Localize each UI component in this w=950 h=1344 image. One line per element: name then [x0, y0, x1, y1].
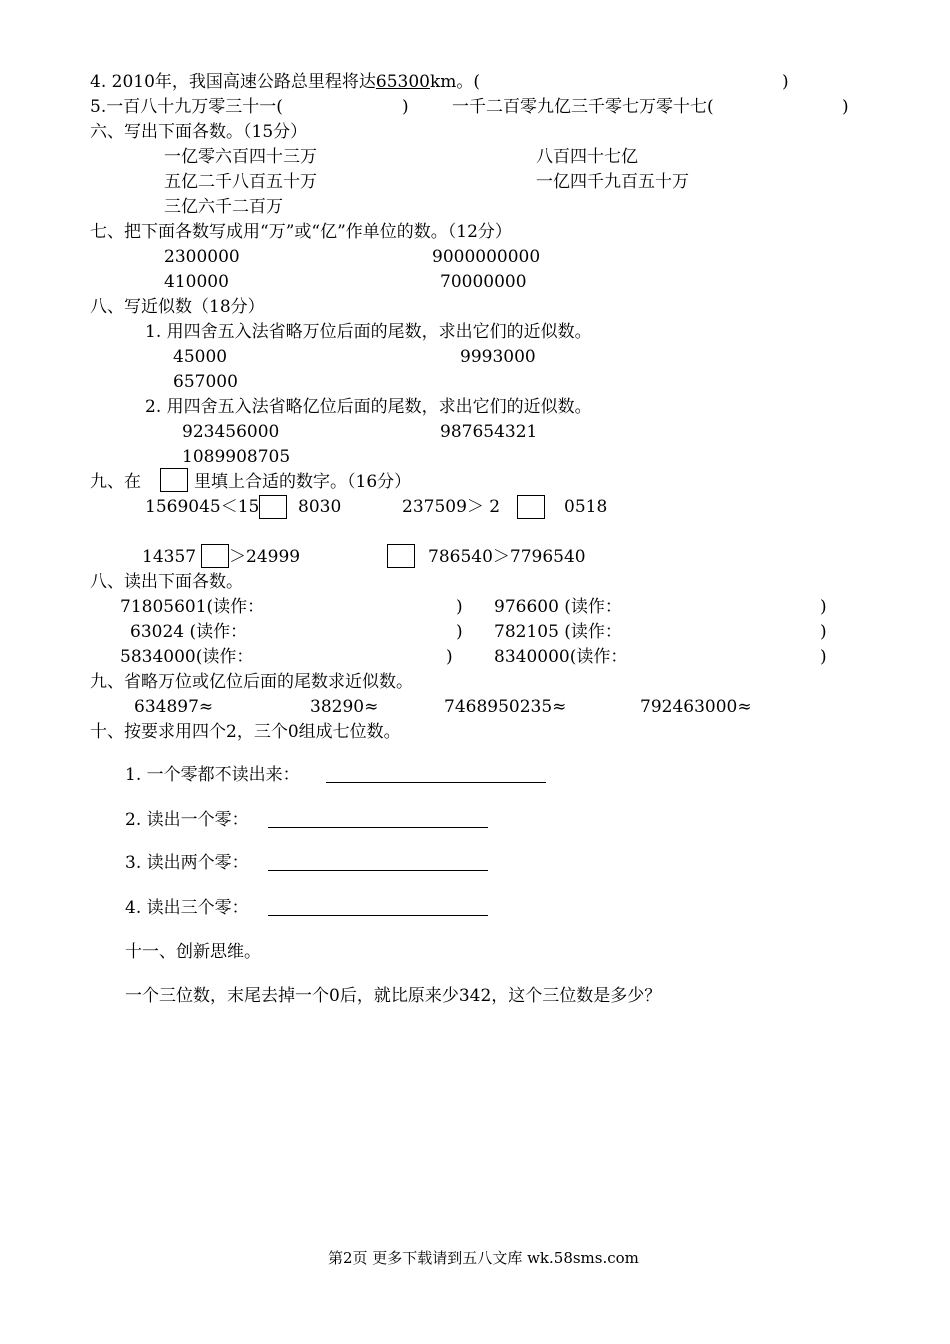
page-footer: 第2页 更多下载请到五八文库 wk.58sms.com — [328, 1249, 639, 1267]
read-item: 782105 (读作： — [494, 622, 622, 642]
s10-item: 2. 读出一个零： — [125, 810, 249, 830]
approx-item: 38290≈ — [310, 697, 379, 717]
s9-expr-4b: 786540＞7796540 — [428, 547, 586, 567]
s8-item: 657000 — [173, 372, 238, 392]
answer-line[interactable] — [326, 782, 546, 783]
approx-item: 7468950235≈ — [444, 697, 567, 717]
answer-box[interactable] — [259, 495, 287, 519]
answer-line[interactable] — [268, 915, 488, 916]
s8-item: 987654321 — [440, 422, 538, 442]
s7-item: 9000000000 — [432, 247, 541, 267]
s9-expr-3a: 14357 — [142, 547, 197, 567]
section-7-title: 七、把下面各数写成用“万”或“亿”作单位的数。（12分） — [90, 222, 512, 242]
s9-expr-1b: 8030 — [298, 497, 342, 517]
question-5-right: 一千二百零九亿三千零七万零十七( — [452, 97, 714, 117]
read-close: ) — [820, 597, 827, 617]
answer-box[interactable] — [517, 495, 545, 519]
s8-item: 9993000 — [460, 347, 536, 367]
approx-item: 792463000≈ — [640, 697, 752, 717]
s9-expr-1a: 1569045＜15 — [145, 497, 260, 517]
section-approx-title: 九、省略万位或亿位后面的尾数求近似数。 — [90, 672, 413, 692]
section-9-title-post: 里填上合适的数字。（16分） — [194, 472, 412, 492]
s10-item: 4. 读出三个零： — [125, 898, 249, 918]
question-4-close: ) — [782, 72, 789, 92]
read-item: 5834000(读作： — [120, 647, 254, 667]
question-4-text: 4. 2010年，我国高速公路总里程将达 — [90, 72, 376, 92]
read-close: ) — [820, 622, 827, 642]
read-item: 71805601(读作： — [120, 597, 265, 617]
title-box-icon — [160, 468, 188, 492]
question-4-number: 65300 — [375, 72, 430, 92]
approx-item: 634897≈ — [134, 697, 214, 717]
section-10-title: 十、按要求用四个2，三个0组成七位数。 — [90, 722, 401, 742]
section-9-title-pre: 九、在 — [90, 472, 141, 492]
s6-item: 五亿二千八百五十万 — [164, 172, 317, 192]
s7-item: 2300000 — [164, 247, 240, 267]
s8-item: 45000 — [173, 347, 228, 367]
s9-expr-2b: 0518 — [564, 497, 608, 517]
read-item: 8340000(读作： — [494, 647, 628, 667]
answer-line[interactable] — [268, 870, 488, 871]
read-close: ) — [446, 647, 453, 667]
s10-item: 1. 一个零都不读出来： — [125, 765, 300, 785]
s8-part1-label: 1. 用四舍五入法省略万位后面的尾数，求出它们的近似数。 — [145, 322, 592, 342]
question-5-right-close: ) — [842, 97, 849, 117]
answer-box[interactable] — [201, 544, 229, 568]
read-close: ) — [820, 647, 827, 667]
read-item: 63024 (读作： — [130, 622, 248, 642]
read-item: 976600 (读作： — [494, 597, 622, 617]
s8-item: 923456000 — [182, 422, 280, 442]
s9-expr-2a: 237509＞ 2 — [402, 497, 501, 517]
question-4 — [90, 72, 480, 92]
s7-item: 70000000 — [440, 272, 527, 292]
s9-expr-3b: ＞24999 — [229, 547, 301, 567]
s6-item: 一亿四千九百五十万 — [536, 172, 689, 192]
question-4-unit: km。( — [429, 72, 481, 92]
s8-item: 1089908705 — [182, 447, 291, 467]
answer-box[interactable] — [387, 544, 415, 568]
s8-part2-label: 2. 用四舍五入法省略亿位后面的尾数，求出它们的近似数。 — [145, 397, 592, 417]
section-read-title: 八、读出下面各数。 — [90, 572, 243, 592]
question-5-left-close: ) — [402, 97, 409, 117]
s7-item: 410000 — [164, 272, 229, 292]
section-11-question: 一个三位数，末尾去掉一个0后，就比原来少342，这个三位数是多少？ — [125, 986, 662, 1006]
question-5-left: 5.一百八十九万零三十一( — [90, 97, 283, 117]
read-close: ) — [456, 597, 463, 617]
section-11-title: 十一、创新思维。 — [125, 942, 261, 962]
section-8-title: 八、写近似数（18分） — [90, 297, 265, 317]
section-6-title: 六、写出下面各数。（15分） — [90, 122, 308, 142]
s6-item: 一亿零六百四十三万 — [164, 147, 317, 167]
answer-line[interactable] — [268, 827, 488, 828]
s6-item: 三亿六千二百万 — [164, 197, 283, 217]
s6-item: 八百四十七亿 — [536, 147, 638, 167]
read-close: ) — [456, 622, 463, 642]
s10-item: 3. 读出两个零： — [125, 853, 249, 873]
